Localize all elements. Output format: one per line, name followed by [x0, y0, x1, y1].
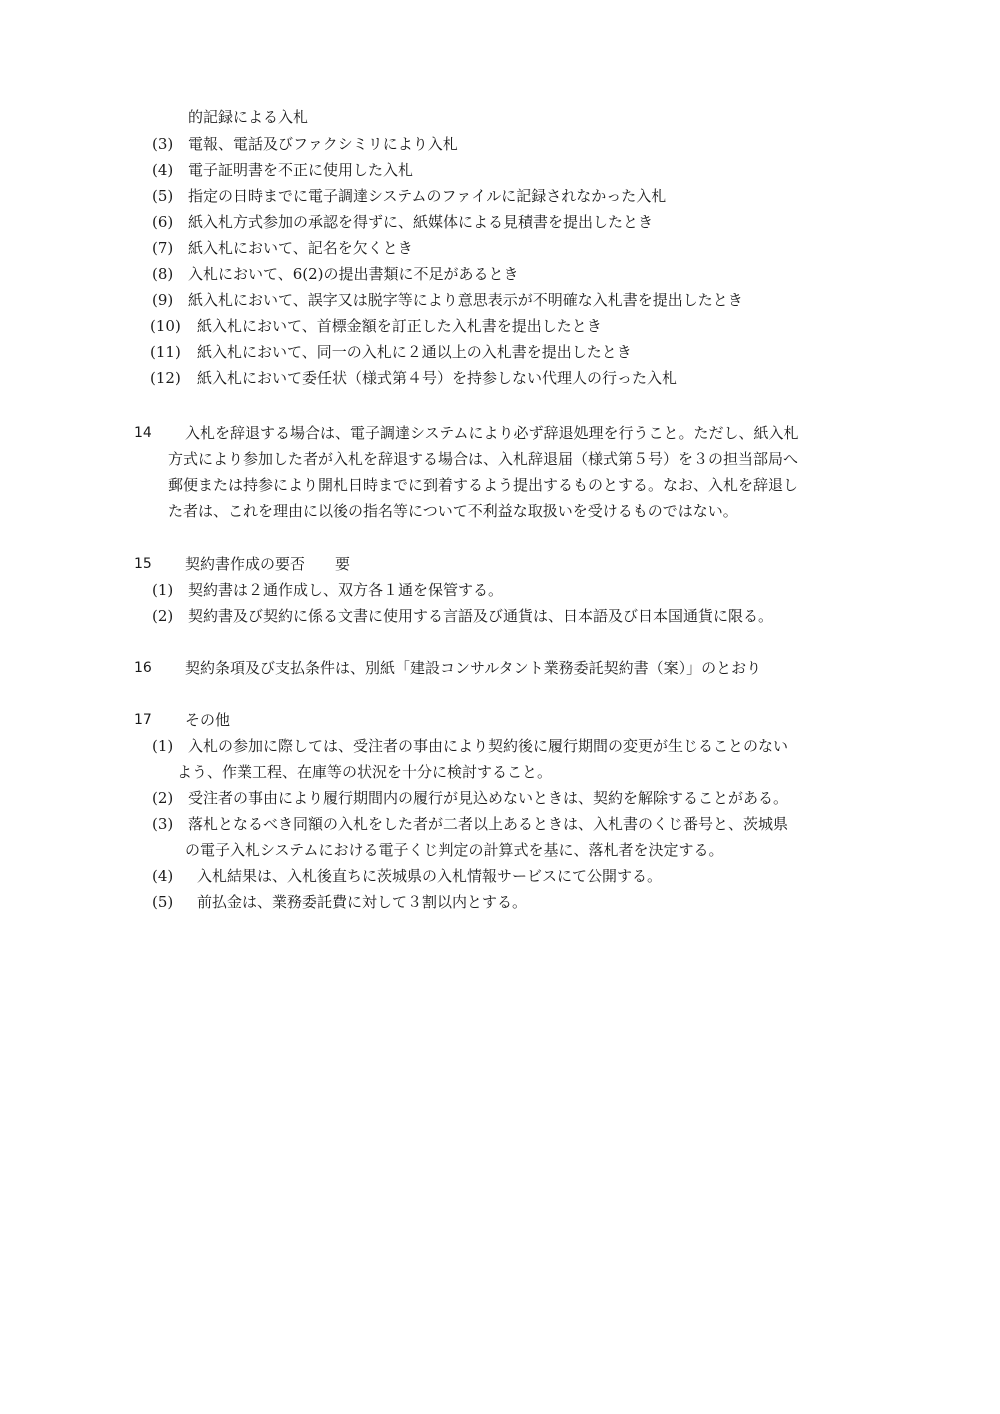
list-item-text: 契約書は２通作成し、双方各１通を保管する。: [188, 581, 504, 599]
list-item-number: (9): [152, 291, 174, 309]
list-item-number: (2): [152, 607, 174, 625]
section-text: 契約条項及び支払条件は、別紙「建設コンサルタント業務委託契約書（案）」のとおり: [185, 659, 762, 677]
list-item-text-continued: よう、作業工程、在庫等の状況を十分に検討すること。: [177, 763, 553, 781]
list-item-number: (12): [150, 369, 181, 387]
list-item-text: 電子証明書を不正に使用した入札: [188, 161, 414, 179]
list-item-text: 紙入札において、記名を欠くとき: [188, 239, 413, 257]
list-item-text: 入札結果は、入札後直ちに茨城県の入札情報サービスにて公開する。: [197, 867, 663, 885]
list-item-text: 紙入札において、首標金額を訂正した入札書を提出したとき: [197, 317, 602, 335]
list-item-text: 前払金は、業務委託費に対して３割以内とする。: [197, 893, 528, 911]
section-title: 契約書作成の要否 要: [185, 555, 351, 573]
list-item-text-continued: の電子入札システムにおける電子くじ判定の計算式を基に、落札者を決定する。: [185, 841, 724, 859]
list-item-number: (5): [152, 893, 174, 911]
section-number: 17: [134, 712, 152, 728]
list-item-text: 落札となるべき同額の入札をした者が二者以上あるときは、入札書のくじ番号と、茨城県: [188, 815, 789, 833]
list-item-text: 紙入札において、同一の入札に２通以上の入札書を提出したとき: [197, 343, 632, 361]
list-item-number: (7): [152, 239, 174, 257]
list-item-text: 紙入札方式参加の承認を得ずに、紙媒体による見積書を提出したとき: [188, 213, 654, 231]
list-item-number: (10): [150, 317, 181, 335]
list-item-text: 紙入札において、誤字又は脱字等により意思表示が不明確な入札書を提出したとき: [188, 291, 743, 309]
section-number: 16: [134, 660, 152, 676]
list-item-number: (8): [152, 265, 174, 283]
continuation-text: 的記録による入札: [188, 108, 309, 126]
section-paragraph-line: た者は、これを理由に以後の指名等について不利益な取扱いを受けるものではない。: [168, 502, 738, 520]
list-item-text: 指定の日時までに電子調達システムのファイルに記録されなかった入札: [188, 187, 667, 205]
section-paragraph-line: 方式により参加した者が入札を辞退する場合は、入札辞退届（様式第５号）を３の担当部局へ: [168, 450, 799, 468]
list-item-number: (11): [150, 343, 181, 361]
list-item-text: 入札の参加に際しては、受注者の事由により契約後に履行期間の変更が生じることのない: [188, 737, 789, 755]
list-item-number: (2): [152, 789, 174, 807]
section-paragraph-line: 郵便または持参により開札日時までに到着するよう提出するものとする。なお、入札を辞退し: [168, 476, 799, 494]
section-title: その他: [185, 711, 231, 729]
list-item-number: (1): [152, 737, 174, 755]
list-item-number: (3): [152, 135, 174, 153]
list-item-number: (5): [152, 187, 174, 205]
list-item-number: (3): [152, 815, 174, 833]
list-item-text: 紙入札において委任状（様式第４号）を持参しない代理人の行った入札: [197, 369, 678, 387]
section-number: 15: [134, 556, 152, 572]
list-item-number: (6): [152, 213, 174, 231]
list-item-number: (4): [152, 867, 174, 885]
list-item-text: 契約書及び契約に係る文書に使用する言語及び通貨は、日本語及び日本国通貨に限る。: [188, 607, 774, 625]
list-item-text: 受注者の事由により履行期間内の履行が見込めないときは、契約を解除することがある。: [188, 789, 789, 807]
section-paragraph-line: 入札を辞退する場合は、電子調達システムにより必ず辞退処理を行うこと。ただし、紙入札: [185, 424, 799, 442]
list-item-number: (4): [152, 161, 174, 179]
list-item-number: (1): [152, 581, 174, 599]
list-item-text: 電報、電話及びファクシミリにより入札: [188, 135, 458, 153]
section-number: 14: [134, 425, 152, 441]
list-item-text: 入札において、6(2)の提出書類に不足があるとき: [188, 265, 519, 283]
